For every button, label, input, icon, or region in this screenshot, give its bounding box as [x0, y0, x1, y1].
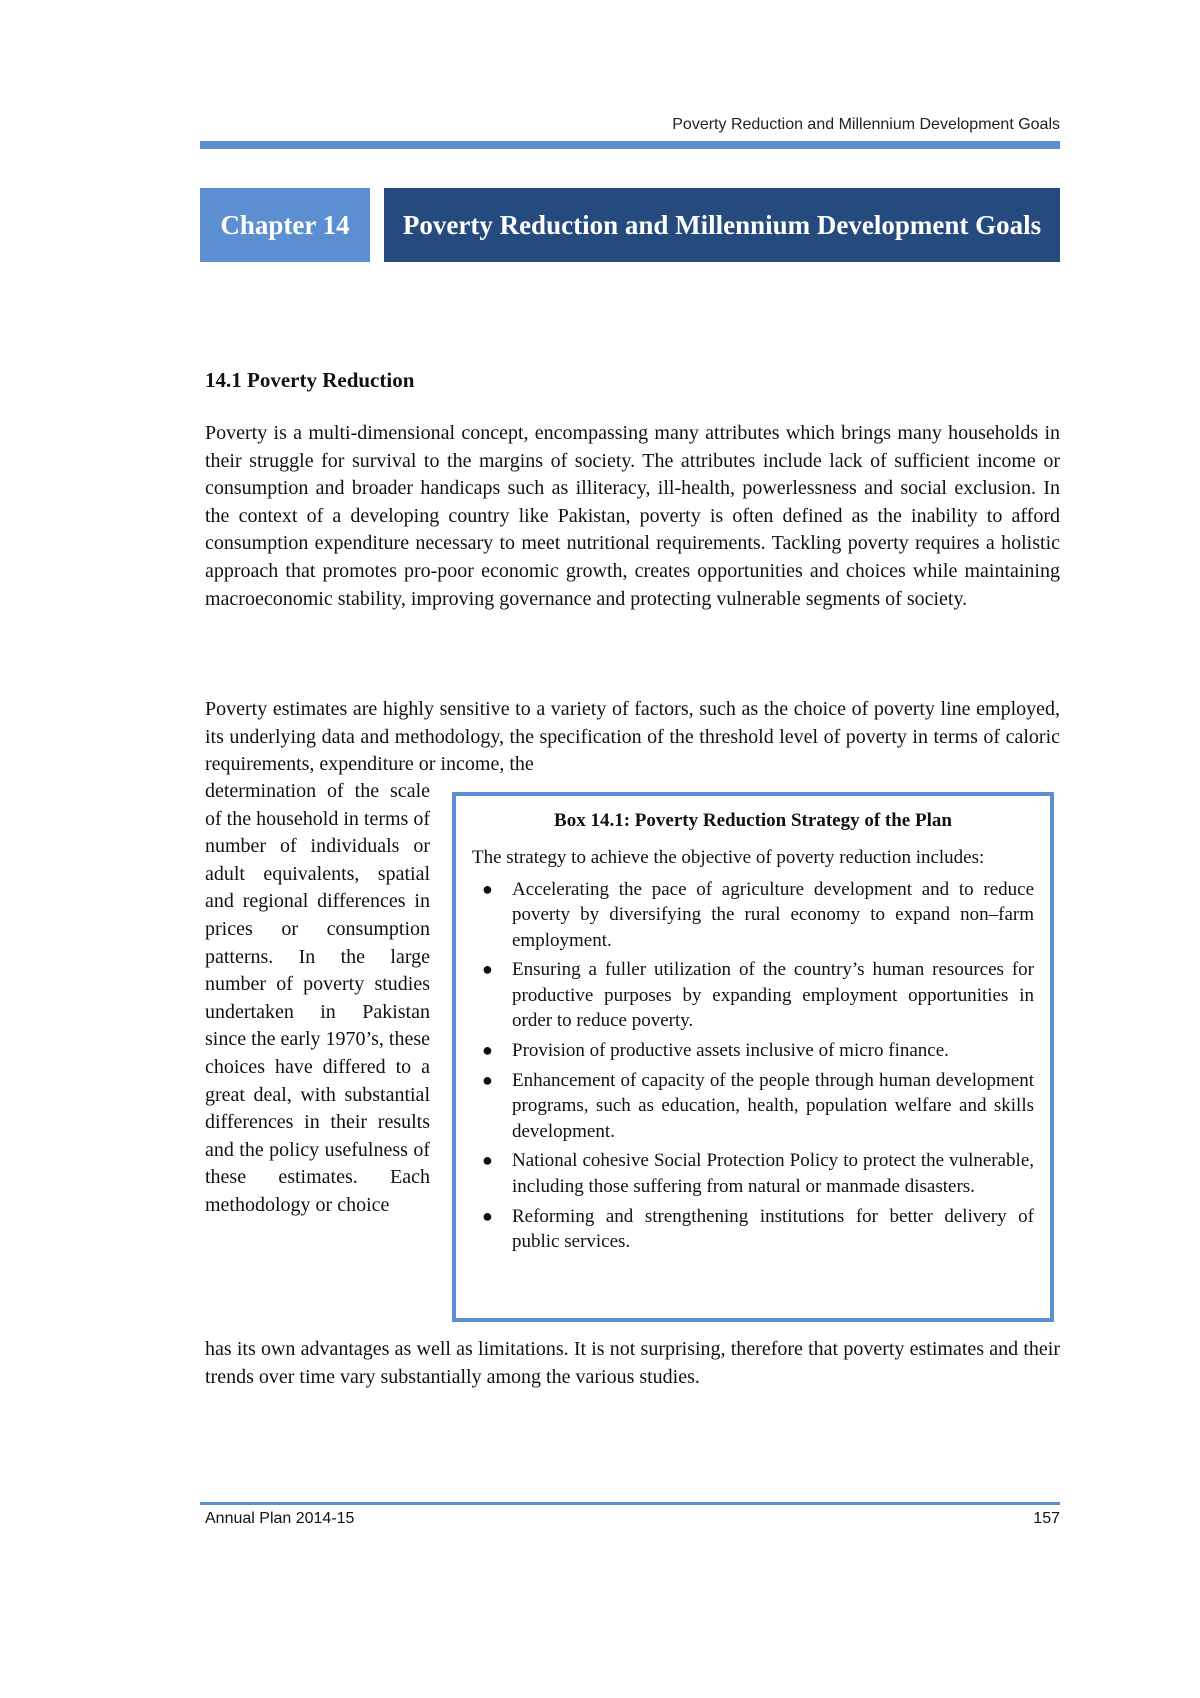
- paragraph-poverty-estimates-end: has its own advantages as well as limitations. It is not surprising, therefore that poverty estimates and their trends over time vary substantially among the various studies.: [205, 1338, 1060, 1388]
- chapter-title: Poverty Reduction and Millennium Development Goals: [384, 188, 1060, 262]
- bullet-icon: ●: [482, 1150, 493, 1171]
- bullet-icon: ●: [482, 1069, 493, 1090]
- list-item-text: National cohesive Social Protection Policy to protect the vulnerable, including those suffering from natural or manmade disasters.: [512, 1150, 1034, 1198]
- footer-rule: [200, 1502, 1060, 1505]
- list-item: [472, 1068, 1034, 1145]
- box-list: [472, 877, 1034, 1255]
- list-item: [472, 877, 1034, 954]
- list-item-text: Enhancement of capacity of the people through human development programs, such as education, health, population welfare and skills development.: [512, 1069, 1034, 1142]
- bullet-icon: ●: [482, 1205, 493, 1226]
- chapter-label: Chapter 14: [200, 188, 370, 262]
- header-rule: [200, 141, 1060, 149]
- page-number: 157: [1033, 1510, 1060, 1527]
- paragraph-poverty-estimates-narrow: determination of the scale of the household in terms of number of individuals or adult equivalents, spatial and regional differences in prices or consumption patterns. In the large number of poverty studies undertaken in Pakistan since the early 1970’s, these choices have differed to a great deal, with substantial differences in their results and the policy usefulness of these estimates. Each methodology or choice: [205, 780, 430, 1216]
- list-item: [472, 1148, 1034, 1199]
- list-item-text: Provision of productive assets inclusive of micro finance.: [512, 1040, 949, 1062]
- paragraph-poverty-definition: Poverty is a multi-dimensional concept, encompassing many attributes which brings many households in their struggle for survival to the margins of society. The attributes include lack of sufficient income or consumption and broader handicaps such as illiteracy, ill-health, powerlessness and social exclusion. In the context of a developing country like Pakistan, poverty is often defined as the inability to afford consumption expenditure necessary to meet nutritional requirements. Tackling poverty requires a holistic approach that promotes pro-poor economic growth, creates opportunities and choices while maintaining macroeconomic stability, improving governance and protecting vulnerable segments of society.: [205, 422, 1060, 610]
- section-heading: 14.1 Poverty Reduction: [205, 368, 415, 392]
- footer-publication: Annual Plan 2014-15: [205, 1510, 355, 1527]
- list-item-text: Ensuring a fuller utilization of the country’s human resources for productive purposes by expanding employment opportunities in order to reduce poverty.: [512, 959, 1034, 1032]
- strategy-box: [452, 792, 1054, 1322]
- box-title: Box 14.1: Poverty Reduction Strategy of the Plan: [554, 810, 952, 831]
- list-item: [472, 1038, 1034, 1064]
- list-item: [472, 957, 1034, 1034]
- list-item-text: Accelerating the pace of agriculture development and to reduce poverty by diversifying the rural economy to expand non–farm employment.: [512, 878, 1034, 951]
- bullet-icon: ●: [482, 878, 493, 899]
- bullet-icon: ●: [482, 1040, 493, 1061]
- list-item-text: Reforming and strengthening institutions for better delivery of public services.: [512, 1205, 1034, 1253]
- box-intro: The strategy to achieve the objective of poverty reduction includes:: [472, 847, 985, 868]
- bullet-icon: ●: [482, 959, 493, 980]
- paragraph-poverty-estimates: Poverty estimates are highly sensitive to a variety of factors, such as the choice of poverty line employed, its underlying data and methodology, the specification of the threshold level of poverty in terms of caloric requirements, expenditure or income, the: [205, 698, 1060, 776]
- list-item: [472, 1204, 1034, 1255]
- running-header: Poverty Reduction and Millennium Development Goals: [672, 116, 1060, 133]
